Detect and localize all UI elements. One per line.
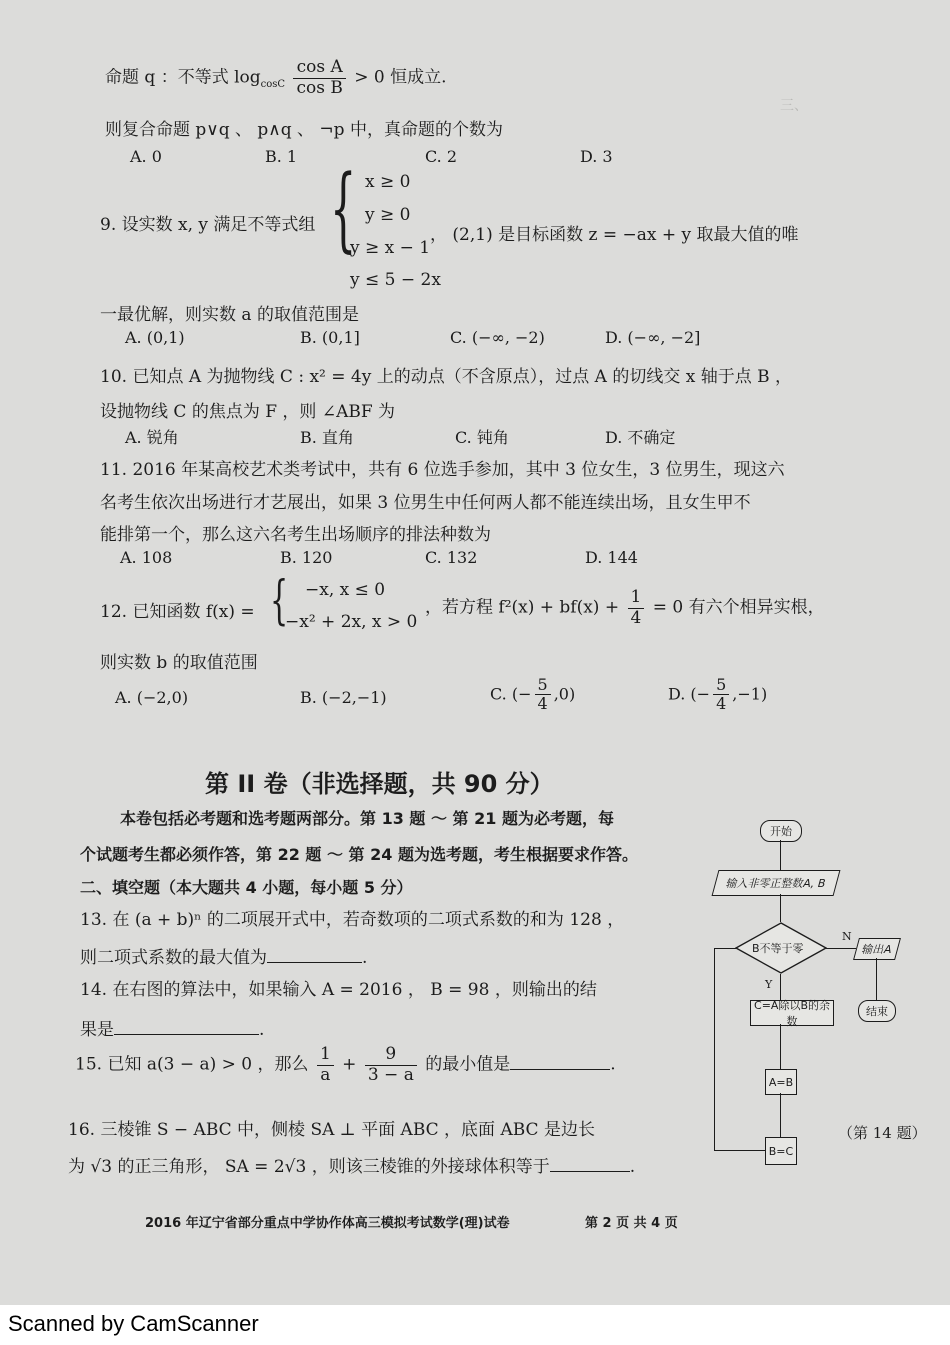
flow-step-assign-a: A=B [765, 1069, 797, 1095]
q10-option-a: A. 锐角 [125, 428, 179, 447]
prop-q-tail: > 0 恒成立. [354, 67, 447, 88]
q12-option-a: A. (−2,0) [115, 688, 189, 707]
q13-line2-text: 则二项式系数的最大值为 [80, 948, 267, 968]
q16-line2-text: 为 √3 的正三角形， SA = 2√3 ，则该三棱锥的外接球体积等于 [68, 1157, 550, 1177]
flow-decision-label: B不等于零 [752, 942, 804, 955]
q12-option-c-den: 4 [537, 694, 548, 714]
flowchart-caption: （第 14 题） [838, 1124, 927, 1142]
q9-option-d: D. (−∞, −2] [605, 328, 701, 347]
flow-loop-bottom [714, 1150, 765, 1151]
q14-line1: 14. 在右图的算法中，如果输入 A = 2016 ， B = 98 ，则输出的结 [80, 980, 597, 1000]
q12-option-c-num: 5 [535, 676, 551, 695]
footer-title: 2016 年辽宁省部分重点中学协作体高三模拟考试数学(理)试卷 [145, 1216, 510, 1231]
q9-line2: 一最优解，则实数 a 的取值范围是 [100, 305, 359, 325]
q15-frac-2 [365, 1045, 417, 1085]
flow-arrow-4 [780, 1093, 781, 1137]
q9-ineq-4: y ≤ 5 − 2x [350, 270, 441, 290]
q13-answer-blank [267, 945, 362, 963]
q11-option-d: D. 144 [585, 548, 638, 567]
q9-ineq-1: x ≥ 0 [365, 172, 411, 192]
q11-line1: 11. 2016 年某高校艺术类考试中，共有 6 位选手参加，其中 3 位女生，3 位男生，现这六 [100, 460, 785, 480]
prop-q-log: log [234, 67, 261, 88]
q12-fraction [628, 588, 645, 628]
q9-tail: ， (2,1) 是目标函数 z = −ax + y 取最大值的唯 [430, 225, 799, 245]
scanner-watermark-bar [0, 1305, 950, 1345]
flow-no-label: N [842, 930, 852, 943]
bleed-through-mark: 三、 [780, 98, 808, 114]
q16-answer-blank [550, 1154, 630, 1172]
flow-loop-top [714, 948, 736, 949]
flow-loop-side [714, 948, 715, 1151]
prop-q-denominator: cos B [296, 77, 343, 98]
q9-brace: { [330, 155, 357, 262]
q12-tail: = 0 有六个相异实根， [652, 597, 825, 618]
q15-frac-1-num: 1 [317, 1045, 334, 1066]
q15-tail: 的最小值是 [425, 1054, 511, 1075]
q12-option-d-tail: ,−1) [732, 684, 768, 704]
q12-option-d-frac [713, 676, 729, 714]
q15-answer-blank [510, 1052, 610, 1070]
q9-option-c: C. (−∞, −2) [450, 328, 545, 347]
q12-equation [425, 588, 825, 628]
q12-option-c [490, 676, 575, 714]
q12-lead: 12. 已知函数 f(x) = [100, 602, 255, 622]
q12-case-2: −x² + 2x, x > 0 [285, 612, 418, 632]
q9-ineq-3: y ≥ x − 1 [350, 238, 431, 258]
q9-lead: 9. 设实数 x, y 满足不等式组 [100, 215, 316, 235]
q12-frac-num: 1 [628, 588, 645, 609]
q8-option-a: A. 0 [130, 147, 162, 166]
q11-option-a: A. 108 [120, 548, 173, 567]
q12-option-d-lead: D. (− [668, 684, 711, 704]
q15-plus: + [342, 1054, 357, 1075]
compound-proposition: 则复合命题 p∨q 、 p∧q 、 ¬p 中，真命题的个数为 [105, 120, 503, 140]
q16-line2: 为 √3 的正三角形， SA = 2√3 ，则该三棱锥的外接球体积等于 . [68, 1152, 635, 1177]
q12-brace: { [270, 571, 289, 631]
flow-input: 输入非零正整数A, B [712, 870, 841, 896]
q14-line2: 果是 . [80, 1015, 264, 1040]
q11-option-c: C. 132 [425, 548, 478, 567]
q9-ineq-2: y ≥ 0 [365, 205, 411, 225]
footer-page: 第 2 页 共 4 页 [585, 1216, 678, 1231]
q15-frac-1-den: a [320, 1064, 331, 1085]
flow-yes-label: Y [765, 978, 773, 991]
q8-option-b: B. 1 [265, 147, 298, 166]
fill-in-section-title: 二、填空题（本大题共 4 小题，每小题 5 分） [80, 878, 413, 897]
q10-line2: 设抛物线 C 的焦点为 F ，则 ∠ABF 为 [100, 402, 396, 422]
flow-output: 输出A [853, 938, 901, 960]
q10-option-b: B. 直角 [300, 428, 354, 447]
section2-intro-1: 本卷包括必考题和选考题两部分。第 13 题 ～ 第 21 题为必考题，每 [120, 809, 614, 828]
flow-arrow-end [876, 958, 877, 1000]
q15-frac-2-den: 3 − a [367, 1064, 414, 1085]
flow-step-assign-b: B=C [765, 1137, 797, 1165]
q10-option-c: C. 钝角 [455, 428, 509, 447]
q12-option-d-den: 4 [716, 694, 727, 714]
q15-frac-1 [317, 1045, 334, 1085]
flow-arrow-2 [780, 894, 781, 922]
flow-start: 开始 [760, 820, 802, 842]
q13-line1: 13. 在 (a + b)ⁿ 的二项展开式中，若奇数项的二项式系数的和为 128 ， [80, 910, 625, 930]
q14-answer-blank [114, 1017, 259, 1035]
prop-q-log-base: cosC [260, 78, 286, 90]
q10-option-d: D. 不确定 [605, 428, 676, 447]
flow-step-remainder: C=A除以B的余数 [750, 1000, 834, 1026]
prop-q-label: 命题 q ：不等式 [105, 67, 229, 88]
flow-end: 结束 [858, 1000, 896, 1022]
q12-mid: ，若方程 f²(x) + bf(x) + [425, 597, 620, 618]
q8-option-d: D. 3 [580, 147, 613, 166]
q15-line: 15. 已知 a(3 − a) > 0 ，那么 $\frac{1}{a}$ + $\frac{9}{3 - a}$ 的最小值是 . [75, 1044, 616, 1085]
q12-option-d [668, 676, 767, 714]
q11-line2: 名考生依次出场进行才艺展出，如果 3 位男生中任何两人都不能连续出场，且女生甲不 [100, 493, 751, 513]
q11-option-b: B. 120 [280, 548, 333, 567]
q13-line2: 则二项式系数的最大值为 . [80, 943, 367, 968]
proposition-q [105, 58, 447, 98]
section2-intro-2: 个试题考生都必须作答，第 22 题 ～ 第 24 题为选考题，考生根据要求作答。 [80, 845, 638, 864]
section2-title: 第 II 卷（非选择题，共 90 分） [205, 770, 554, 798]
q15-frac-2-num: 9 [365, 1045, 417, 1066]
q12-option-c-tail: ,0) [553, 684, 576, 704]
flow-arrow-3 [780, 1024, 781, 1069]
q8-option-c: C. 2 [425, 147, 458, 166]
q12-option-d-num: 5 [713, 676, 729, 695]
flow-arrow-no [826, 948, 856, 949]
prop-q-fraction [293, 58, 345, 98]
prop-q-numerator: cos A [293, 58, 345, 79]
q14-line2-text: 果是 [80, 1020, 114, 1040]
flow-arrow-1 [780, 840, 781, 870]
scanner-watermark: Scanned by CamScanner [8, 1311, 259, 1336]
q10-line1: 10. 已知点 A 为抛物线 C : x² = 4y 上的动点（不含原点），过点 A 的切线交 x 轴于点 B ， [100, 367, 793, 387]
q11-line3: 能排第一个，那么这六名考生出场顺序的排法种数为 [100, 525, 491, 545]
q16-line1: 16. 三棱锥 S − ABC 中，侧棱 SA ⊥ 平面 ABC ，底面 ABC 是边长 [68, 1120, 595, 1140]
q12-frac-den: 4 [630, 607, 642, 628]
q12-line2: 则实数 b 的取值范围 [100, 653, 258, 673]
q12-option-c-frac [535, 676, 551, 714]
q12-option-c-lead: C. (− [490, 684, 532, 704]
q15-lead: 15. 已知 a(3 − a) > 0 ，那么 [75, 1054, 309, 1075]
q12-option-b: B. (−2,−1) [300, 688, 387, 707]
q9-option-a: A. (0,1) [125, 328, 185, 347]
q12-case-1: −x, x ≤ 0 [305, 580, 386, 600]
q9-option-b: B. (0,1] [300, 328, 360, 347]
